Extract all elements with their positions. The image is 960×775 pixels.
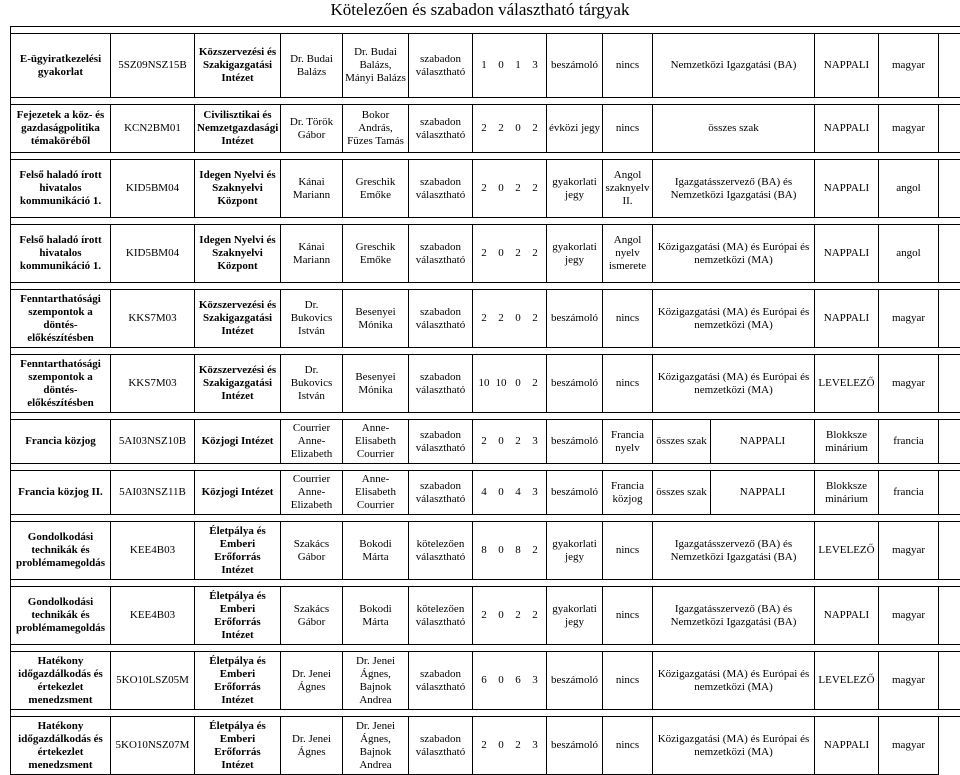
hours-1: 6 (476, 674, 493, 687)
hours-credits (473, 34, 547, 98)
responsible-teacher: Szakács Gábor (281, 587, 343, 645)
subject-name: Felső haladó írott hivatalos kommunikáció 1. (11, 160, 111, 218)
table-row (11, 522, 960, 580)
credits: 3 (527, 435, 544, 448)
subject-name: Hatékony időgazdálkodás és értekezlet menedzsment (11, 652, 111, 710)
subject-code: 5AI03NSZ10B (111, 420, 195, 464)
subject-code: 5AI03NSZ11B (111, 471, 195, 515)
hours-1: 2 (476, 182, 493, 195)
credits: 2 (527, 544, 544, 557)
row-separator (11, 464, 960, 471)
subject-name: Francia közjog II. (11, 471, 111, 515)
hours-credits (473, 652, 547, 710)
subject-code: KKS7M03 (111, 290, 195, 348)
program: Közigazgatási (MA) és Európai és nemzetközi (MA) (653, 652, 815, 710)
language: angol (879, 160, 939, 218)
hours-3: 2 (510, 182, 527, 195)
program: Nemzetközi Igazgatási (BA) (653, 34, 815, 98)
language: magyar (879, 717, 939, 775)
hours-credits (473, 717, 547, 775)
institute: Civilisztikai és Nemzetgazdasági Intézet (195, 105, 281, 153)
subject-code: KID5BM04 (111, 225, 195, 283)
prerequisite: nincs (603, 34, 653, 98)
teachers: Greschik Emőke (343, 160, 409, 218)
subject-type: kötelezően választható (409, 522, 473, 580)
prerequisite: nincs (603, 355, 653, 413)
separator-cell (11, 283, 960, 290)
separator-cell (11, 464, 960, 471)
row-separator (11, 645, 960, 652)
hours-credits (473, 225, 547, 283)
schedule: NAPPALI (815, 160, 879, 218)
institute: Életpálya és Emberi Erőforrás Intézet (195, 652, 281, 710)
subject-code: 5SZ09NSZ15B (111, 34, 195, 98)
hours-2: 0 (493, 486, 510, 499)
subject-type: kötelezően választható (409, 587, 473, 645)
schedule: NAPPALI (815, 34, 879, 98)
responsible-teacher: Dr. Budai Balázs (281, 34, 343, 98)
hours-credits (473, 522, 547, 580)
institute: Idegen Nyelvi és Szaknyelvi Központ (195, 225, 281, 283)
credits: 2 (527, 312, 544, 325)
page-title: Kötelezően és szabadon választható tárgyak (0, 0, 960, 26)
hours-3: 8 (510, 544, 527, 557)
hours-1: 4 (476, 486, 493, 499)
institute: Közjogi Intézet (195, 420, 281, 464)
hours-3: 2 (510, 609, 527, 622)
institute: Életpálya és Emberi Erőforrás Intézet (195, 717, 281, 775)
hours-2: 10 (493, 377, 510, 390)
prerequisite: nincs (603, 290, 653, 348)
extra-note: Blokksze minárium (815, 471, 879, 515)
teachers: Dr. Budai Balázs, Mányi Balázs (343, 34, 409, 98)
subject-code: KEE4B03 (111, 522, 195, 580)
hours-3: 0 (510, 122, 527, 135)
table-body (11, 27, 960, 775)
program: Igazgatásszervező (BA) és Nemzetközi Igazgatási (BA) (653, 587, 815, 645)
hours-2: 0 (493, 247, 510, 260)
hours-2: 0 (493, 674, 510, 687)
teachers: Anne- Elisabeth Courrier (343, 420, 409, 464)
separator-cell (11, 27, 960, 34)
assessment: beszámoló (547, 652, 603, 710)
schedule: LEVELEZŐ (815, 522, 879, 580)
row-separator (11, 710, 960, 717)
program: Közigazgatási (MA) és Európai és nemzetközi (MA) (653, 290, 815, 348)
subject-code: 5KO10LSZ05M (111, 652, 195, 710)
schedule: NAPPALI (711, 420, 815, 464)
hours-3: 2 (510, 247, 527, 260)
program: összes szak (653, 105, 815, 153)
hours-3: 2 (510, 435, 527, 448)
subject-code: KEE4B03 (111, 587, 195, 645)
assessment: gyakorlati jegy (547, 160, 603, 218)
subject-type: szabadon választható (409, 420, 473, 464)
schedule: NAPPALI (815, 225, 879, 283)
program: Közigazgatási (MA) és Európai és nemzetközi (MA) (653, 225, 815, 283)
assessment: gyakorlati jegy (547, 225, 603, 283)
prerequisite: Angol szaknyelv II. (603, 160, 653, 218)
language: magyar (879, 34, 939, 98)
teachers: Dr. Jenei Ágnes, Bajnok Andrea (343, 717, 409, 775)
responsible-teacher: Kánai Mariann (281, 160, 343, 218)
subject-type: szabadon választható (409, 225, 473, 283)
row-separator (11, 27, 960, 34)
subjects-table (10, 26, 960, 775)
credits: 2 (527, 247, 544, 260)
hours-1: 2 (476, 247, 493, 260)
hours-credits (473, 355, 547, 413)
table-row (11, 652, 960, 710)
language: magyar (879, 105, 939, 153)
program: összes szak (653, 471, 711, 515)
prerequisite: Francia közjog (603, 471, 653, 515)
subject-name: Gondolkodási technikák és problémamegoldás (11, 522, 111, 580)
hours-2: 0 (493, 182, 510, 195)
prerequisite: Angol nyelv ismerete (603, 225, 653, 283)
table-row (11, 717, 960, 775)
assessment: beszámoló (547, 34, 603, 98)
language: magyar (879, 652, 939, 710)
hours-2: 0 (493, 59, 510, 72)
institute: Életpálya és Emberi Erőforrás Intézet (195, 587, 281, 645)
hours-credits (473, 587, 547, 645)
hours-credits (473, 105, 547, 153)
table-row (11, 105, 960, 153)
responsible-teacher: Dr. Bukovics István (281, 355, 343, 413)
language: magyar (879, 290, 939, 348)
credits: 3 (527, 739, 544, 752)
hours-3: 0 (510, 312, 527, 325)
table-row (11, 471, 960, 515)
institute: Közjogi Intézet (195, 471, 281, 515)
hours-2: 0 (493, 544, 510, 557)
subject-name: Francia közjog (11, 420, 111, 464)
subject-type: szabadon választható (409, 717, 473, 775)
responsible-teacher: Courrier Anne-Elizabeth (281, 420, 343, 464)
hours-1: 8 (476, 544, 493, 557)
assessment: gyakorlati jegy (547, 587, 603, 645)
table-row (11, 587, 960, 645)
language: angol (879, 225, 939, 283)
subject-name: E-ügyiratkezelési gyakorlat (11, 34, 111, 98)
teachers: Besenyei Mónika (343, 290, 409, 348)
separator-cell (11, 153, 960, 160)
separator-cell (11, 645, 960, 652)
credits: 2 (527, 377, 544, 390)
responsible-teacher: Dr. Török Gábor (281, 105, 343, 153)
hours-1: 1 (476, 59, 493, 72)
program: Közigazgatási (MA) és Európai és nemzetközi (MA) (653, 355, 815, 413)
hours-1: 2 (476, 312, 493, 325)
hours-2: 0 (493, 609, 510, 622)
hours-3: 1 (510, 59, 527, 72)
row-separator (11, 580, 960, 587)
schedule: NAPPALI (711, 471, 815, 515)
language: francia (879, 420, 939, 464)
hours-3: 0 (510, 377, 527, 390)
subject-code: KKS7M03 (111, 355, 195, 413)
table-row (11, 420, 960, 464)
teachers: Bokodi Márta (343, 587, 409, 645)
credits: 2 (527, 122, 544, 135)
hours-3: 4 (510, 486, 527, 499)
separator-cell (11, 580, 960, 587)
subject-type: szabadon választható (409, 471, 473, 515)
responsible-teacher: Szakács Gábor (281, 522, 343, 580)
responsible-teacher: Kánai Mariann (281, 225, 343, 283)
subject-type: szabadon választható (409, 34, 473, 98)
responsible-teacher: Dr. Jenei Ágnes (281, 717, 343, 775)
subject-name: Felső haladó írott hivatalos kommunikáció 1. (11, 225, 111, 283)
row-separator (11, 348, 960, 355)
assessment: beszámoló (547, 355, 603, 413)
subject-code: KCN2BM01 (111, 105, 195, 153)
hours-2: 0 (493, 739, 510, 752)
subject-type: szabadon választható (409, 652, 473, 710)
separator-cell (11, 413, 960, 420)
credits: 3 (527, 59, 544, 72)
table-row (11, 355, 960, 413)
credits: 2 (527, 609, 544, 622)
subject-type: szabadon választható (409, 105, 473, 153)
separator-cell (11, 515, 960, 522)
subject-name: Hatékony időgazdálkodás és értekezlet menedzsment (11, 717, 111, 775)
institute: Közszervezési és Szakigazgatási Intézet (195, 34, 281, 98)
program: összes szak (653, 420, 711, 464)
hours-2: 2 (493, 122, 510, 135)
institute: Közszervezési és Szakigazgatási Intézet (195, 355, 281, 413)
schedule: LEVELEZŐ (815, 355, 879, 413)
teachers: Bokor András, Füzes Tamás (343, 105, 409, 153)
hours-credits (473, 290, 547, 348)
assessment: beszámoló (547, 290, 603, 348)
teachers: Besenyei Mónika (343, 355, 409, 413)
hours-1: 10 (476, 377, 493, 390)
row-separator (11, 153, 960, 160)
schedule: NAPPALI (815, 587, 879, 645)
row-separator (11, 218, 960, 225)
credits: 2 (527, 182, 544, 195)
language: francia (879, 471, 939, 515)
hours-1: 2 (476, 609, 493, 622)
teachers: Bokodi Márta (343, 522, 409, 580)
subject-name: Gondolkodási technikák és problémamegoldás (11, 587, 111, 645)
hours-2: 0 (493, 435, 510, 448)
schedule: LEVELEZŐ (815, 652, 879, 710)
subject-code: KID5BM04 (111, 160, 195, 218)
hours-1: 2 (476, 122, 493, 135)
language: magyar (879, 522, 939, 580)
subject-name: Fejezetek a köz- és gazdaságpolitika témaköréből (11, 105, 111, 153)
responsible-teacher: Courrier Anne-Elizabeth (281, 471, 343, 515)
responsible-teacher: Dr. Jenei Ágnes (281, 652, 343, 710)
subject-name: Fenntarthatósági szempontok a döntés-előkészítésben (11, 355, 111, 413)
assessment: beszámoló (547, 717, 603, 775)
separator-cell (11, 710, 960, 717)
language: magyar (879, 355, 939, 413)
credits: 3 (527, 674, 544, 687)
credits: 3 (527, 486, 544, 499)
row-separator (11, 515, 960, 522)
teachers: Greschik Emőke (343, 225, 409, 283)
prerequisite: nincs (603, 522, 653, 580)
assessment: gyakorlati jegy (547, 522, 603, 580)
subject-type: szabadon választható (409, 160, 473, 218)
language: magyar (879, 587, 939, 645)
hours-credits (473, 471, 547, 515)
assessment: évközi jegy (547, 105, 603, 153)
subject-name: Fenntarthatósági szempontok a döntés-előkészítésben (11, 290, 111, 348)
prerequisite: nincs (603, 652, 653, 710)
row-separator (11, 283, 960, 290)
hours-credits (473, 160, 547, 218)
prerequisite: nincs (603, 105, 653, 153)
hours-3: 2 (510, 739, 527, 752)
table-row (11, 160, 960, 218)
program: Közigazgatási (MA) és Európai és nemzetközi (MA) (653, 717, 815, 775)
subject-type: szabadon választható (409, 290, 473, 348)
teachers: Anne- Elisabeth Courrier (343, 471, 409, 515)
hours-3: 6 (510, 674, 527, 687)
assessment: beszámoló (547, 471, 603, 515)
prerequisite: nincs (603, 717, 653, 775)
subject-type: szabadon választható (409, 355, 473, 413)
table-row (11, 34, 960, 98)
prerequisite: Francia nyelv (603, 420, 653, 464)
program: Igazgatásszervező (BA) és Nemzetközi Igazgatási (BA) (653, 160, 815, 218)
separator-cell (11, 98, 960, 105)
separator-cell (11, 218, 960, 225)
teachers: Dr. Jenei Ágnes, Bajnok Andrea (343, 652, 409, 710)
hours-credits (473, 420, 547, 464)
separator-cell (11, 348, 960, 355)
institute: Idegen Nyelvi és Szaknyelvi Központ (195, 160, 281, 218)
table-row (11, 225, 960, 283)
institute: Életpálya és Emberi Erőforrás Intézet (195, 522, 281, 580)
row-separator (11, 413, 960, 420)
hours-1: 2 (476, 739, 493, 752)
row-separator (11, 98, 960, 105)
schedule: NAPPALI (815, 717, 879, 775)
responsible-teacher: Dr. Bukovics István (281, 290, 343, 348)
table-row (11, 290, 960, 348)
schedule: NAPPALI (815, 105, 879, 153)
schedule: NAPPALI (815, 290, 879, 348)
subject-code: 5KO10NSZ07M (111, 717, 195, 775)
program: Igazgatásszervező (BA) és Nemzetközi Igazgatási (BA) (653, 522, 815, 580)
extra-note: Blokksze minárium (815, 420, 879, 464)
assessment: beszámoló (547, 420, 603, 464)
institute: Közszervezési és Szakigazgatási Intézet (195, 290, 281, 348)
hours-2: 2 (493, 312, 510, 325)
hours-1: 2 (476, 435, 493, 448)
prerequisite: nincs (603, 587, 653, 645)
